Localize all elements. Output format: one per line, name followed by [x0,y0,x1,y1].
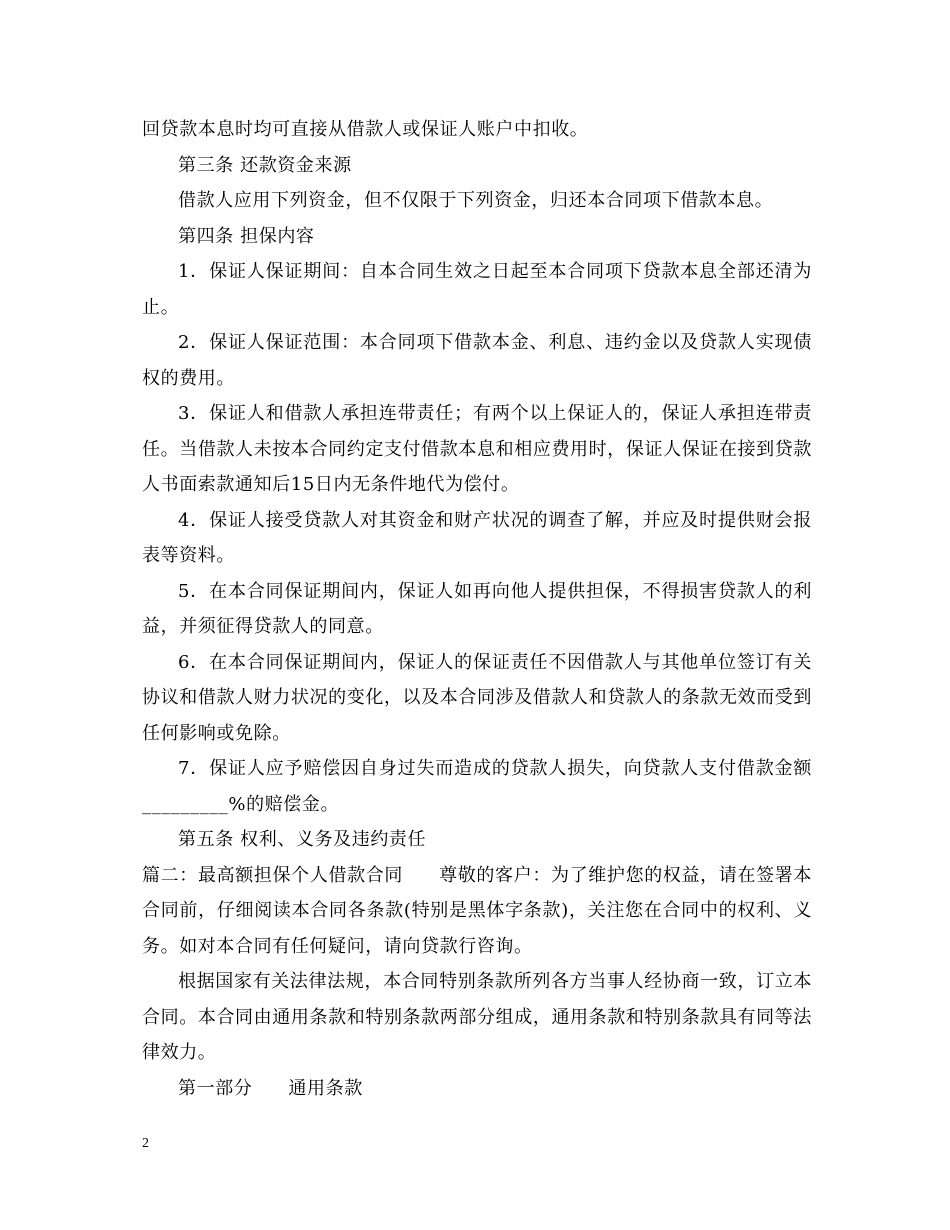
section-title: 通用条款 [288,1077,363,1099]
clause-item: 4．保证人接受贷款人对其资金和财产状况的调查了解，并应及时提供财会报表等资料。 [142,509,812,566]
section-label: 第一部分 [178,1077,253,1099]
clause-item: 3．保证人和借款人承担连带责任；有两个以上保证人的，保证人承担连带责任。当借款人未按本合同约定支付借款本息和相应费用时，保证人保证在接到贷款人书面索款通知后15日内无条件地代为偿付。 [142,403,812,495]
clause-item: 2．保证人保证范围：本合同项下借款本金、利息、违约金以及贷款人实现债权的费用。 [142,332,812,389]
clause-item: 6．在本合同保证期间内，保证人的保证责任不因借款人与其他单位签订有关协议和借款人财力状况的变化，以及本合同涉及借款人和贷款人的条款无效而受到任何影响或免除。 [142,651,812,744]
section-heading [142,1071,812,1107]
article-heading: 第四条 担保内容 [178,225,315,247]
paragraph: 回贷款本息时均可直接从借款人或保证人账户中扣收。 [142,119,589,140]
clause-item: 1．保证人保证期间：自本合同生效之日起至本合同项下贷款本息全部还清为止。 [142,261,812,318]
paragraph: 根据国家有关法律法规，本合同特别条款所列各方当事人经协商一致，订立本合同。本合同由通用条款和特别条款两部分组成，通用条款和特别条款具有同等法律效力。 [142,971,812,1063]
paragraph: 借款人应用下列资金，但不仅限于下列资金，归还本合同项下借款本息。 [178,190,774,211]
document-body [142,112,812,1106]
article-heading: 第三条 还款资金来源 [178,154,352,176]
clause-item: 5．在本合同保证期间内，保证人如再向他人提供担保，不得损害贷款人的利益，并须征得贷款人的同意。 [142,580,812,637]
clause-item: 7．保证人应予赔偿因自身过失而造成的贷款人损失，向贷款人支付借款金额_________%的赔偿金。 [142,758,812,815]
part-two-paragraph [142,858,812,965]
part-two-intro: 尊敬的客户：为了维护您的权益，请在签署本合同前，仔细阅读本合同各条款(特别是黑体字条款)，关注您在合同中的权利、义务。如对本合同有任何疑问，请向贷款行咨询。 [142,864,812,957]
page-number: 2 [142,1136,149,1151]
part-two-heading: 篇二：最高额担保个人借款合同 [142,864,404,886]
article-heading: 第五条 权利、义务及违约责任 [178,829,427,850]
